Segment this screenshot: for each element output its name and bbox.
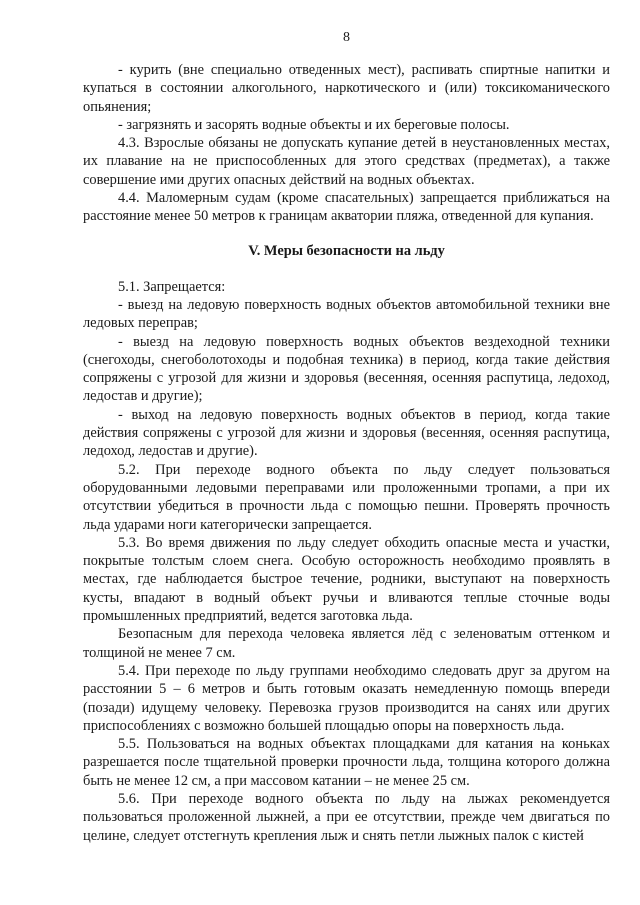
paragraph-5-3: 5.3. Во время движения по льду следует обходить опасные места и участки, покрытые толстым слоем снега. Особую осторожность необходимо проявлять в местах, где наблюдается быстрое течение, родники, выступают на поверхность кусты, впадают в водный объект ручьи и вливаются теплые сточные воды промышленных предприятий, ведется заготовка льда. xyxy=(83,534,610,625)
paragraph-pollution-ban: - загрязнять и засорять водные объекты и их береговые полосы. xyxy=(118,116,510,133)
section-heading-ice-safety: V. Меры безопасности на льду xyxy=(248,242,445,259)
paragraph-5-6: 5.6. При переходе водного объекта по льду на лыжах рекомендуется пользоваться проложенной лыжней, а при ее отсутствии, прежде чем двигаться по целине, следует отстегнуть крепления лыж и снять петли лыжных палок с кистей xyxy=(83,790,610,844)
paragraph-4-3: 4.3. Взрослые обязаны не допускать купание детей в неустановленных местах, их плавание на не приспособленных для этого средствах (предметах), а также совершение ими других опасных действий на водных объектах. xyxy=(83,135,610,188)
paragraph-safe-ice: Безопасным для перехода человека является лёд с зеленоватым оттенком и толщиной не менее 7 см. xyxy=(83,626,610,661)
paragraph-vehicle-ban: - выезд на ледовую поверхность водных объектов автомобильной техники вне ледовых переправ; xyxy=(83,296,610,332)
paragraph-5-2: 5.2. При переходе водного объекта по льду следует пользоваться оборудованными ледовыми переправами или проложенными тропами, а при их отсутствии убедиться в прочности льда с помощью пешни. Проверять прочность льда ударами ноги категорически запрещается. xyxy=(83,461,610,533)
paragraph-walking-ban: - выход на ледовую поверхность водных объектов в период, когда такие действия сопряжены с угрозой для жизни и здоровья (весенняя, осенняя распутица, ледоход, ледостав и другие). xyxy=(83,406,610,460)
paragraph-offroad-ban: - выезд на ледовую поверхность водных объектов вездеходной техники (снегоходы, снегоболотоходы и подобная техника) в период, когда такие действия сопряжены с угрозой для жизни и здоровья (весенняя, осенняя распутица, ледоход, ледостав и другие); xyxy=(83,333,610,405)
document-page xyxy=(83,30,610,845)
paragraph-5-5: 5.5. Пользоваться на водных объектах площадками для катания на коньках разрешается после тщательной проверки прочности льда, толщина которого должна быть не менее 12 см, а при массовом катании – не менее 25 см. xyxy=(83,736,610,789)
paragraph-4-4: 4.4. Маломерным судам (кроме спасательных) запрещается приближаться на расстояние менее 50 метров к границам акватории пляжа, отведенной для купания. xyxy=(83,190,610,225)
paragraph-5-4: 5.4. При переходе по льду группами необходимо следовать друг за другом на расстоянии 5 – 6 метров и быть готовым оказать немедленную помощь впереди (позади) идущему человеку. Перевозка грузов производится на санях или других приспособлениях с возможно большей площадью опоры на поверхность льда. xyxy=(83,662,610,734)
paragraph-5-1: 5.1. Запрещается: xyxy=(118,278,226,295)
paragraph-smoking-ban: - курить (вне специально отведенных мест), распивать спиртные напитки и купаться в состоянии алкогольного, наркотического и (или) токсикоманического опьянения; xyxy=(83,62,610,115)
page-number: 8 xyxy=(343,30,350,45)
